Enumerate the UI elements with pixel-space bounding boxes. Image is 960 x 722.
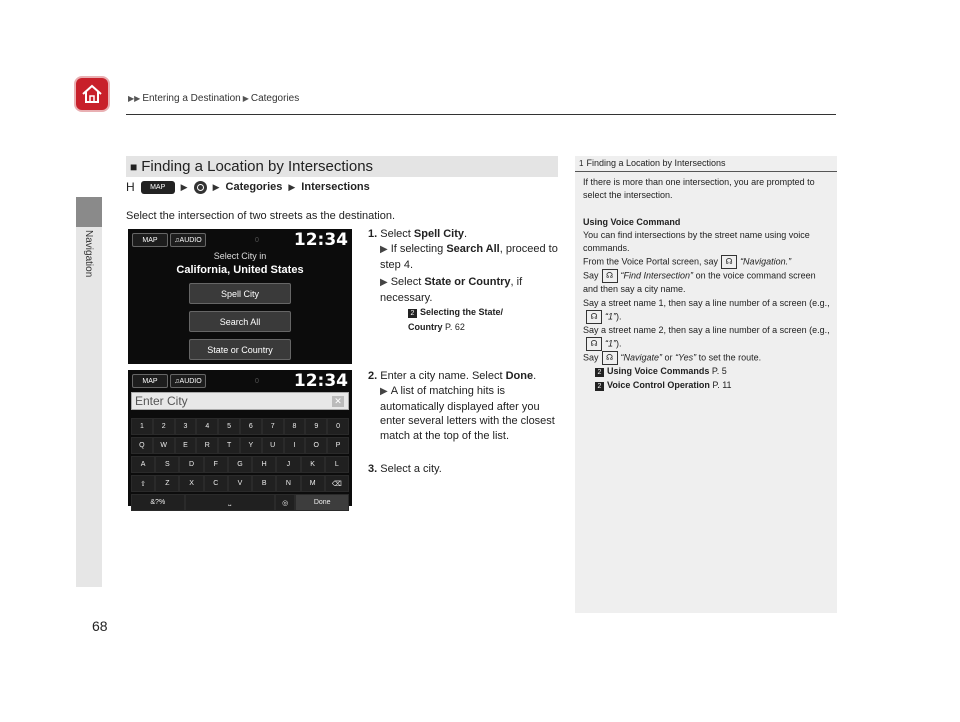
sidebar-heading — [575, 156, 837, 170]
reference-title: Selecting the State/ Country — [408, 307, 504, 332]
intro-text: Select the intersection of two streets as the destination. — [126, 210, 396, 222]
keyboard-key[interactable]: S — [155, 456, 179, 473]
square-bullet-icon: ■ — [130, 159, 138, 174]
reference-page: P. 11 — [712, 379, 732, 390]
step-keyword: State or Country — [424, 276, 511, 288]
home-icon[interactable] — [76, 78, 108, 110]
step-text: , proceed to step 4. — [380, 243, 558, 271]
music-icon: ♫ — [174, 236, 180, 244]
sidebar-voice-text: “Navigation.” — [740, 256, 792, 267]
sidebar-text: Say a street name 2, then say a line number of a screen (e.g., — [583, 325, 830, 336]
path-categories: Categories — [225, 181, 283, 193]
step-number: 1. — [368, 228, 378, 240]
keyboard-key[interactable]: M — [301, 475, 325, 492]
step-text: Select — [390, 276, 425, 288]
search-all-button[interactable]: Search All — [189, 311, 291, 332]
audio-tab-label: AUDIO — [179, 236, 202, 244]
keyboard-key[interactable]: I — [284, 437, 306, 454]
map-tab-label: MAP — [142, 377, 158, 385]
sidebar-paragraph: If there is more than one intersection, you are prompted to select the intersection. — [583, 177, 815, 201]
reference-title: Voice Control Operation — [607, 379, 710, 390]
state-or-country-button[interactable]: State or Country — [189, 339, 291, 360]
sidebar-paragraph — [583, 269, 833, 296]
keyboard-key[interactable]: Z — [155, 475, 179, 492]
music-icon: ♫ — [174, 377, 180, 385]
step-keyword: Search All — [446, 243, 500, 255]
voice-command-icon: ☊ — [586, 310, 602, 324]
keyboard-key[interactable]: F — [204, 456, 228, 473]
zero-indicator: 0 — [255, 237, 259, 244]
step-2-sub — [380, 384, 560, 443]
city-input-placeholder: Enter City — [135, 394, 188, 408]
keyboard-key[interactable]: R — [196, 437, 218, 454]
screen-enter-city — [128, 370, 352, 506]
spell-city-button[interactable]: Spell City — [189, 283, 291, 304]
done-key[interactable]: Done — [295, 494, 349, 511]
home-button-glyph: H — [126, 180, 135, 194]
keyboard-key[interactable]: 0 — [327, 418, 349, 435]
breadcrumb-arrow-icon: ▶▶ — [128, 94, 141, 103]
result-arrow-icon: ▶ — [380, 277, 388, 288]
search-icon — [194, 181, 207, 194]
sidebar-text: ). — [616, 311, 622, 322]
step-text: . — [533, 370, 537, 382]
keyboard-key[interactable]: H — [252, 456, 276, 473]
path-intersections: Intersections — [301, 181, 370, 193]
voice-command-icon: ☊ — [721, 255, 737, 269]
voice-command-icon: ☊ — [586, 337, 602, 351]
keyboard-key[interactable]: 9 — [305, 418, 327, 435]
step-1-sub-a — [380, 242, 560, 272]
symbols-key[interactable]: &?% — [131, 494, 185, 511]
keyboard-key[interactable]: V — [228, 475, 252, 492]
sidebar-paragraph: You can find intersections by the street name using voice commands. — [583, 229, 810, 254]
sidebar-text: ). — [616, 338, 622, 349]
keyboard-key[interactable]: 8 — [284, 418, 306, 435]
section-title: Finding a Location by Intersections — [141, 158, 374, 175]
keyboard-row — [131, 456, 349, 473]
keyboard-key[interactable]: X — [179, 475, 203, 492]
breadcrumb — [126, 93, 299, 104]
keyboard-key[interactable]: 3 — [175, 418, 197, 435]
audio-tab-label: AUDIO — [179, 377, 202, 385]
reference-mark-icon: 2 — [595, 382, 604, 391]
sidebar-text: From the Voice Portal screen, say — [583, 256, 719, 267]
sidebar-text: or — [664, 352, 673, 363]
sidebar-voice-text: “Yes” — [675, 352, 697, 363]
page-number: 68 — [92, 618, 108, 634]
keyboard-key[interactable]: 2 — [153, 418, 175, 435]
step-2 — [368, 369, 558, 384]
keyboard-key[interactable]: L — [325, 456, 349, 473]
keyboard-key[interactable]: K — [301, 456, 325, 473]
reference-mark-icon: 2 — [595, 368, 604, 377]
header-divider — [126, 114, 836, 115]
keyboard-key[interactable]: T — [218, 437, 240, 454]
step-text: Select — [380, 228, 414, 240]
keyboard-key[interactable]: N — [276, 475, 300, 492]
clock: 12:34 — [293, 230, 348, 250]
sidebar-paragraph — [583, 255, 833, 269]
sidebar-text: Say — [583, 352, 599, 363]
step-text: If selecting — [390, 243, 447, 255]
keyboard-key[interactable]: Y — [240, 437, 262, 454]
map-tab[interactable] — [132, 374, 168, 388]
map-tab[interactable] — [132, 233, 168, 247]
sidebar-divider — [575, 171, 837, 172]
breadcrumb-item[interactable]: Entering a Destination — [142, 93, 241, 104]
city-input[interactable] — [131, 392, 349, 410]
keyboard-row — [131, 437, 349, 454]
keyboard-key[interactable]: C — [204, 475, 228, 492]
sidebar-voice-text: “Find Intersection” — [620, 270, 694, 281]
sidebar-reference[interactable] — [583, 365, 833, 378]
result-arrow-icon: ▶ — [380, 386, 388, 397]
keyboard-key[interactable]: ⌫ — [325, 475, 349, 492]
sidebar-heading-text: Finding a Location by Intersections — [586, 158, 726, 168]
sidebar-paragraph — [583, 324, 833, 351]
sidebar-voice-text: “1” — [605, 338, 616, 349]
cross-reference[interactable] — [408, 305, 538, 335]
keyboard-key[interactable]: W — [153, 437, 175, 454]
step-text: Enter a city name. Select — [380, 370, 506, 382]
arrow-icon: ▶ — [212, 181, 220, 192]
keyboard-key[interactable]: D — [179, 456, 203, 473]
audio-tab[interactable] — [170, 233, 206, 247]
keyboard-key[interactable]: B — [252, 475, 276, 492]
sidebar-text: on the voice command screen and then say a city name. — [583, 270, 816, 295]
step-3 — [368, 462, 558, 477]
side-tab-marker — [76, 197, 102, 227]
sidebar-voice-text: “Navigate” — [620, 352, 663, 363]
keyboard-key[interactable]: U — [262, 437, 284, 454]
keyboard-key[interactable]: E — [175, 437, 197, 454]
step-text: , if necessary. — [380, 276, 523, 304]
sidebar-voice-text: “1” — [605, 311, 616, 322]
audio-tab[interactable] — [170, 374, 206, 388]
sidebar-note — [575, 156, 837, 613]
clear-icon[interactable]: ✕ — [332, 396, 344, 407]
menu-path — [126, 180, 370, 194]
zero-indicator: 0 — [255, 378, 259, 385]
keyboard-key[interactable]: P — [327, 437, 349, 454]
keyboard-key[interactable]: 7 — [262, 418, 284, 435]
keyboard-key[interactable]: G — [228, 456, 252, 473]
sidebar-paragraph — [583, 351, 833, 365]
sidebar-reference[interactable] — [583, 379, 833, 392]
keyboard-key[interactable]: 6 — [240, 418, 262, 435]
reference-title: Using Voice Commands — [607, 366, 710, 377]
keyboard-key[interactable]: A — [131, 456, 155, 473]
sidebar-body — [583, 176, 833, 392]
note-number-icon: 1 — [579, 158, 584, 168]
step-keyword: Done — [505, 370, 534, 382]
keyboard-key[interactable]: O — [305, 437, 327, 454]
arrow-icon: ▶ — [288, 181, 296, 192]
step-1 — [368, 227, 558, 242]
step-text: Select a city. — [380, 463, 442, 475]
sidebar-text: Say a street name 1, then say a line number of a screen (e.g., — [583, 297, 830, 308]
screen-select-city — [128, 229, 352, 364]
keyboard-key[interactable]: 5 — [218, 418, 240, 435]
map-tab-label: MAP — [142, 236, 158, 244]
screen-location-title: California, United States — [176, 264, 304, 276]
voice-key[interactable]: ◎ — [275, 494, 295, 511]
sidebar-paragraph — [583, 297, 833, 324]
reference-mark-icon: 2 — [408, 309, 417, 318]
result-arrow-icon: ▶ — [380, 244, 388, 255]
step-number: 2. — [368, 370, 378, 382]
keyboard-row-bottom — [131, 494, 349, 511]
map-button: MAP — [141, 181, 175, 194]
step-number: 3. — [368, 463, 378, 475]
sidebar-subheading: Using Voice Command — [583, 216, 681, 227]
voice-command-icon: ☊ — [602, 351, 618, 365]
clock: 12:34 — [293, 371, 348, 391]
side-tab-label: Navigation — [83, 230, 94, 278]
screen-caption: Select City in — [213, 251, 267, 261]
keyboard-key[interactable]: ⇧ — [131, 475, 155, 492]
space-key[interactable]: ⎵ — [185, 494, 275, 511]
arrow-icon: ▶ — [180, 181, 188, 192]
breadcrumb-item[interactable]: Categories — [250, 93, 300, 104]
sidebar-text: Say — [583, 270, 599, 281]
keyboard-key[interactable]: 4 — [196, 418, 218, 435]
step-1-sub-b — [380, 275, 560, 305]
keyboard-key[interactable]: 1 — [131, 418, 153, 435]
breadcrumb-arrow-icon: ▶ — [242, 94, 249, 103]
sidebar-text: to set the route. — [698, 352, 762, 363]
keyboard-row — [131, 418, 349, 435]
step-text: A list of matching hits is automatically displayed after you enter several letters with the closest match at the top of the list. — [380, 385, 555, 442]
step-keyword: Spell City — [413, 228, 465, 240]
reference-page: P. 5 — [711, 366, 727, 377]
step-text: . — [464, 228, 468, 240]
reference-page: P. 62 — [445, 322, 465, 332]
voice-command-icon: ☊ — [602, 269, 618, 283]
keyboard-row — [131, 475, 349, 492]
keyboard-key[interactable]: Q — [131, 437, 153, 454]
section-heading — [126, 156, 558, 177]
keyboard-key[interactable]: J — [276, 456, 300, 473]
